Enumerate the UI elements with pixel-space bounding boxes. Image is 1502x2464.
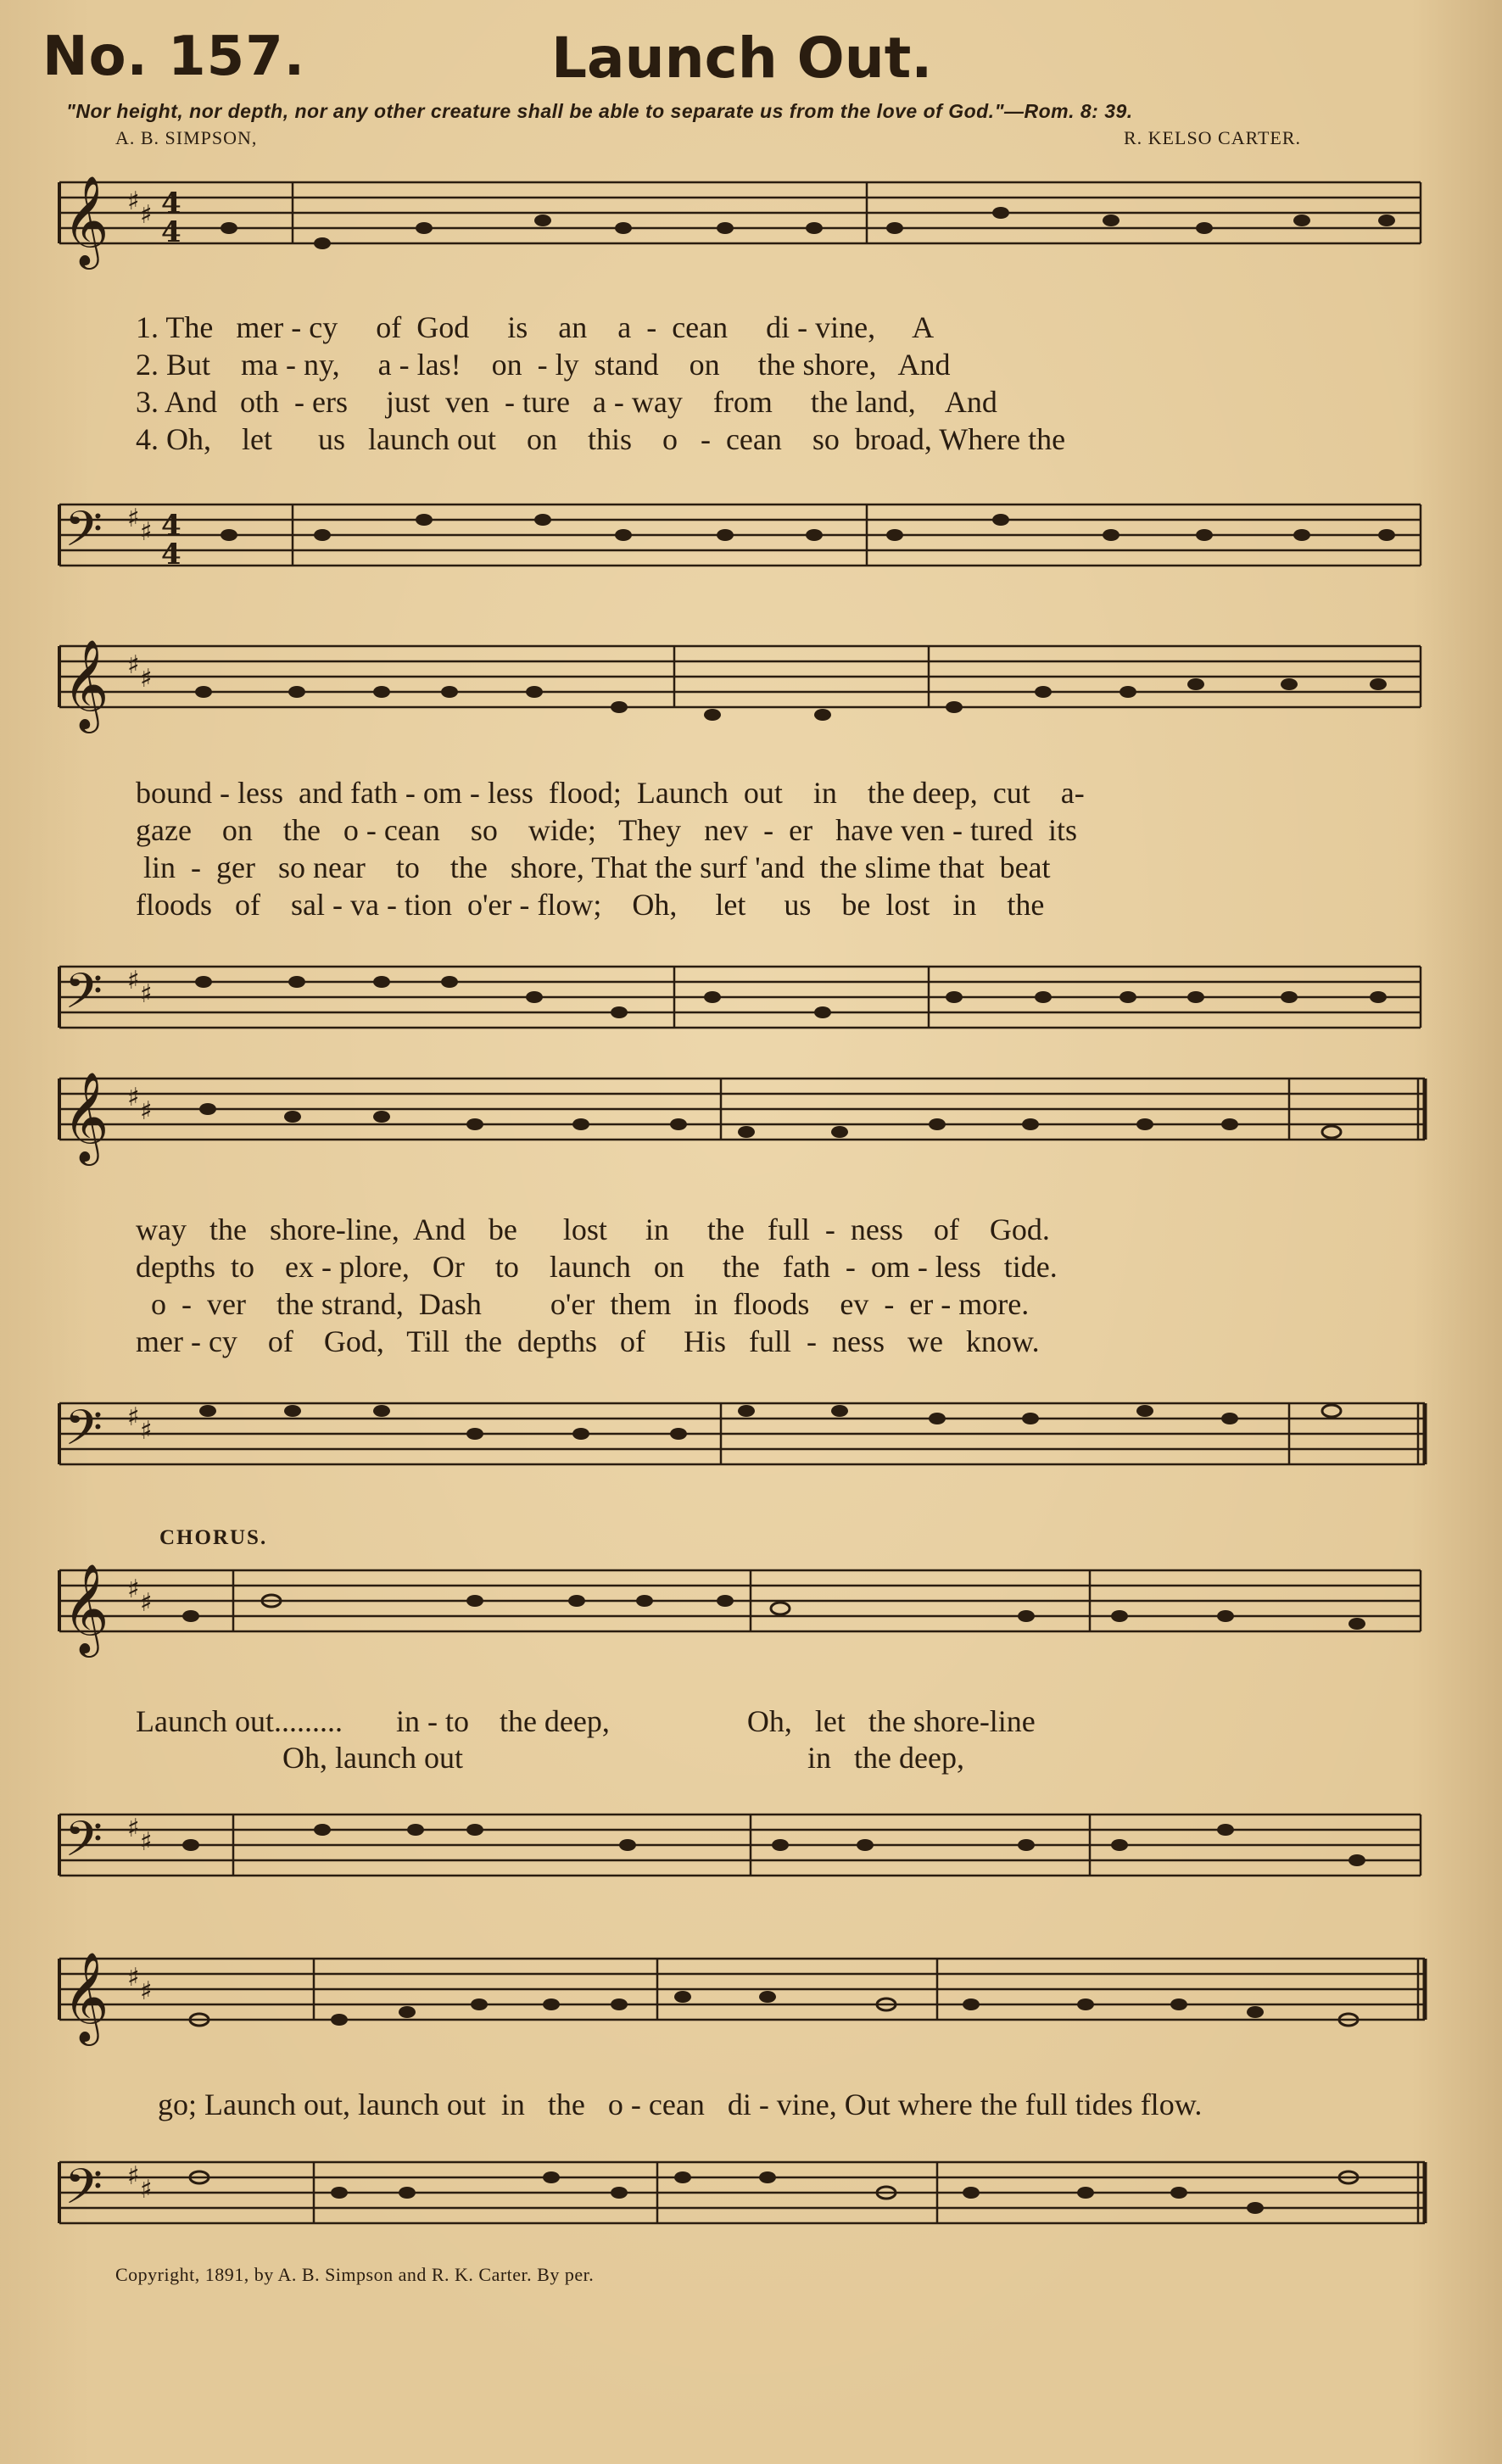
verse-line-3-3: o - ver the strand, Dash o'er them in floods ev - er - more.: [136, 1287, 1030, 1321]
verse-line-3-4: mer - cy of God, Till the depths of His full - ness we know.: [136, 1324, 1040, 1358]
chorus-alt-words-b: in the deep,: [807, 1741, 964, 1775]
svg-text:𝄢: 𝄢: [64, 962, 103, 1032]
svg-text:𝄞: 𝄞: [63, 638, 109, 729]
treble-staff-3: [0, 1070, 1502, 1189]
bass-staff-1: [0, 496, 1502, 589]
verse-line-2-1: bound - less and fath - om - less flood; Launch out in the deep, cut a-: [136, 776, 1085, 810]
verse-line-1-2: 2. But ma - ny, a - las! on - ly stand on the shore, And: [136, 348, 951, 382]
treble-staff-2: [0, 638, 1502, 756]
verse-line-2-4: floods of sal - va - tion o'er - flow; Oh, let us be lost in the: [136, 888, 1045, 922]
svg-text:4: 4: [161, 509, 181, 543]
svg-text:♯: ♯: [140, 1416, 153, 1446]
svg-text:4: 4: [161, 538, 181, 571]
verse-line-2-3: lin - ger so near to the shore, That the surf 'and the slime that beat: [136, 850, 1051, 884]
svg-text:𝄞: 𝄞: [63, 175, 109, 265]
svg-text:♯: ♯: [127, 1575, 140, 1604]
bass-staff-3: [0, 1395, 1502, 1488]
chorus-line-2: go; Launch out, launch out in the o - cean di - vine, Out where the full tides flow.: [158, 2088, 1203, 2121]
svg-text:𝄢: 𝄢: [64, 1810, 103, 1880]
lyricist-credit: A. B. SIMPSON,: [115, 127, 258, 148]
treble-staff-4: [0, 1562, 1502, 1681]
scripture-epigraph: "Nor height, nor depth, nor any other creature shall be able to separate us from the love of God."—Rom. 8: 39.: [66, 100, 1133, 122]
svg-text:♯: ♯: [127, 2161, 140, 2191]
verse-line-1-4: 4. Oh, let us launch out on this o - cean so broad, Where the: [136, 422, 1066, 456]
svg-text:4: 4: [161, 215, 181, 249]
svg-text:♯: ♯: [127, 650, 140, 680]
bass-staff-4: [0, 1806, 1502, 1899]
treble-staff-5: [0, 1950, 1502, 2069]
svg-text:𝄞: 𝄞: [63, 1071, 109, 1162]
svg-text:𝄢: 𝄢: [64, 1399, 103, 1469]
svg-text:♯: ♯: [127, 504, 140, 533]
copyright-notice: Copyright, 1891, by A. B. Simpson and R. K. Carter. By per.: [115, 2264, 595, 2285]
svg-text:𝄢: 𝄢: [64, 2158, 103, 2227]
verse-line-1-1: 1. The mer - cy of God is an a - cean di - vine, A: [136, 310, 935, 344]
svg-text:♯: ♯: [140, 1096, 153, 1126]
svg-text:♯: ♯: [127, 1963, 140, 1993]
svg-text:𝄞: 𝄞: [63, 1951, 109, 2042]
verse-line-2-2: gaze on the o - cean so wide; They nev - er have ven - tured its: [136, 813, 1077, 847]
svg-text:♯: ♯: [140, 517, 153, 547]
svg-text:♯: ♯: [127, 1402, 140, 1432]
verse-line-3-1: way the shore-line, And be lost in the full - ness of God.: [136, 1212, 1050, 1246]
hymn-number: No. 157.: [42, 25, 306, 88]
svg-text:♯: ♯: [140, 1976, 153, 2006]
svg-text:♯: ♯: [140, 979, 153, 1009]
treble-staff-1: [0, 174, 1502, 293]
verse-line-1-3: 3. And oth - ers just ven - ture a - way from the land, And: [136, 385, 997, 419]
chorus-line-1: Launch out......... in - to the deep, Oh, let the shore-line: [136, 1704, 1036, 1738]
svg-text:♯: ♯: [127, 187, 140, 216]
verse-line-3-2: depths to ex - plore, Or to launch on the fath - om - less tide.: [136, 1250, 1058, 1284]
svg-text:♯: ♯: [127, 1814, 140, 1843]
svg-text:𝄢: 𝄢: [64, 500, 103, 570]
chorus-alt-words-a: Oh, launch out: [282, 1741, 463, 1775]
hymn-title: Launch Out.: [551, 25, 933, 91]
svg-text:♯: ♯: [140, 664, 153, 694]
svg-text:𝄞: 𝄞: [63, 1563, 109, 1653]
svg-text:♯: ♯: [140, 200, 153, 230]
svg-text:♯: ♯: [127, 966, 140, 995]
svg-text:♯: ♯: [140, 2175, 153, 2205]
svg-text:♯: ♯: [140, 1827, 153, 1857]
svg-text:♯: ♯: [127, 1083, 140, 1112]
chorus-label: CHORUS.: [159, 1526, 268, 1549]
bass-staff-5: [0, 2154, 1502, 2247]
svg-text:4: 4: [161, 187, 181, 220]
composer-credit: R. KELSO CARTER.: [1124, 127, 1302, 148]
svg-text:♯: ♯: [140, 1588, 153, 1618]
bass-staff-2: [0, 958, 1502, 1051]
